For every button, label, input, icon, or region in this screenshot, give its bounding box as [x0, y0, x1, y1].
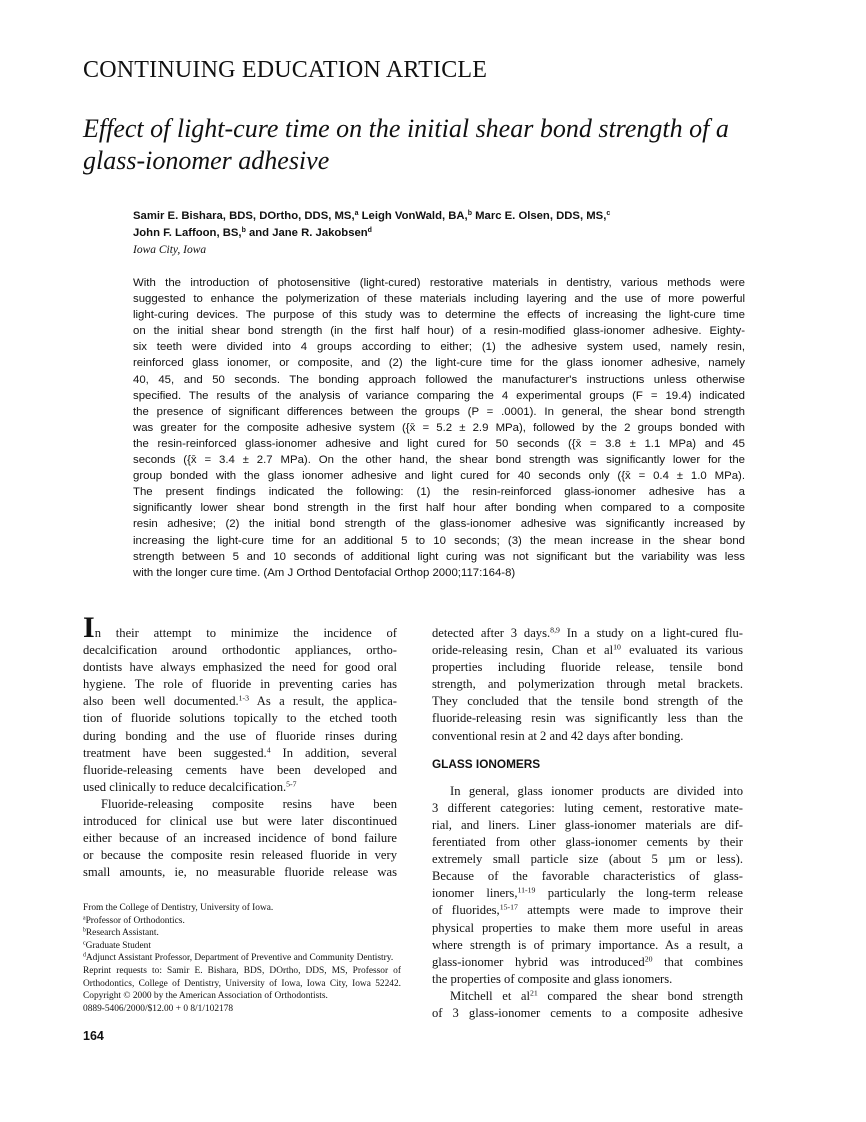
text-line: [83, 1003, 401, 1016]
abstract-line: specified. The results of the analysis of variance comparing the 4 experimental groups (F = 19.4) indicated: [133, 389, 745, 402]
text-line: [83, 864, 397, 881]
text-segment: properties including fluoride release, tensile bond: [432, 660, 743, 675]
section-label: CONTINUING EDUCATION ARTICLE: [83, 57, 488, 83]
text-segment: compared the shear bond strength: [537, 988, 743, 1003]
abstract-line: was greater for the composite adhesive system ({x̄ = 5.2 ± 2.9 MPa), followed by the 2 groups bonded with: [133, 421, 745, 434]
text-segment: rial, and liners. Liner glass-ionomer materials are dif-: [432, 817, 743, 832]
abstract-line: seconds ({x̄ = 3.4 ± 2.7 MPa). On the other hand, the shear bond strength was significantly lower for the: [133, 454, 745, 467]
text-line: [83, 779, 397, 796]
reference-superscript: 21: [529, 988, 538, 998]
text-segment: or because the composite resin released fluoride in very: [83, 848, 397, 863]
text-segment: In general, glass ionomer products are divided into: [450, 783, 743, 798]
abstract-line: on the initial shear bond strength (in the first half hour) of a resin-modified glass-ionomer adhesive. Eighty-: [133, 325, 745, 338]
text-segment: Samir E. Bishara, BDS, DOrtho, DDS, MS,: [133, 210, 355, 222]
text-line: [432, 693, 743, 710]
text-segment: extremely small particle size (about 5 µm or less).: [432, 852, 743, 867]
text-segment: Research Assistant.: [85, 928, 159, 939]
reference-superscript: 20: [644, 954, 653, 964]
text-line: [83, 813, 397, 830]
text-line: [432, 971, 743, 988]
text-segment: fluoride-releasing cements have been developed and: [83, 762, 397, 777]
text-segment: Copyright © 2000 by the American Association of Orthodontists.: [83, 991, 328, 1002]
text-segment: John F. Laffoon, BS,: [133, 227, 242, 240]
text-segment: n their attempt to minimize the incidence of: [94, 626, 397, 640]
text-line: [133, 208, 610, 225]
text-segment: From the College of Dentistry, University of Iowa.: [83, 903, 274, 913]
text-segment: of 3 glass-ionomer cements to a composite adhesive: [432, 1005, 743, 1020]
text-segment: where strength is of primary importance. As a result, a: [432, 937, 743, 952]
reference-superscript: b: [467, 209, 472, 217]
abstract-line: reinforced glass ionomer, or composite, and (2) the light-cure time for the glass ionomer adhesive, namely: [133, 357, 745, 370]
text-segment: In a study on a light-cured flu-: [559, 626, 744, 640]
reference-superscript: 8,9: [550, 625, 560, 635]
text-segment: Graduate Student: [85, 940, 151, 951]
text-line: [432, 954, 743, 971]
reference-superscript: 1-3: [238, 693, 250, 703]
text-line: [432, 920, 743, 937]
text-segment: treatment have been suggested.: [83, 745, 267, 760]
abstract: [133, 275, 745, 581]
reference-superscript: d: [367, 226, 372, 234]
reference-superscript: c: [83, 940, 86, 947]
text-line: [83, 952, 401, 965]
text-segment: evaluated its various: [620, 643, 743, 658]
text-segment: Mitchell et al: [450, 988, 530, 1003]
text-line: [432, 625, 743, 642]
text-segment: They concluded that the tensile bond strength of the: [432, 694, 743, 709]
text-line: [432, 676, 743, 693]
text-line: [432, 885, 743, 902]
text-line: [83, 745, 397, 762]
text-segment: attempts were made to improve their: [517, 903, 743, 918]
text-line: [83, 830, 397, 847]
text-line: [83, 915, 401, 928]
reference-superscript: a: [83, 915, 86, 922]
text-segment: also been well documented.: [83, 694, 239, 709]
page-number: 164: [83, 1029, 104, 1043]
body-right-column: [432, 625, 743, 1022]
abstract-line: significantly lower shear bond strength in the first half hour after bonding when compared to a composite: [133, 502, 745, 515]
text-segment: during bonding and the use of fluoride rinses during: [83, 728, 397, 743]
reference-superscript: 10: [613, 642, 621, 652]
text-segment: 0889-5406/2000/$12.00 + 0 8/1/102178: [83, 1003, 234, 1014]
text-segment: that combines: [652, 954, 743, 969]
text-line: [432, 783, 743, 800]
body-left-column: [83, 611, 397, 881]
text-line: [432, 851, 743, 868]
text-line: [432, 642, 743, 659]
article-title-line: glass-ionomer adhesive: [83, 146, 330, 175]
text-segment: physical properties to make them more useful in areas: [432, 920, 743, 935]
text-segment: Adjunct Assistant Professor, Department of Preventive and Community Dentistry.: [85, 953, 394, 964]
text-line: [83, 796, 397, 813]
text-line: [83, 940, 401, 953]
text-segment: Because of the favorable characteristics of glass-: [432, 869, 743, 884]
reference-superscript: 4: [266, 744, 271, 754]
text-segment: small amounts, ie, no measurable fluoride release was: [83, 865, 397, 880]
reference-superscript: 11-19: [517, 885, 536, 895]
text-segment: tion of fluoride solutions topically to the etched tooth: [83, 711, 397, 726]
text-line: [83, 965, 401, 978]
text-line: [133, 225, 610, 242]
author-list: [133, 208, 610, 242]
abstract-line: resin adhesive; (2) the initial bond strength of the glass-ionomer adhesive was significantly increased by: [133, 518, 745, 531]
article-title: [83, 113, 783, 177]
text-segment: ferentiated from other glass-ionomer cements by their: [432, 835, 743, 850]
text-segment: the properties of composite and glass ionomers.: [432, 971, 673, 986]
text-segment: glass-ionomer hybrid was introduced: [432, 954, 645, 969]
text-line: [83, 659, 397, 676]
text-segment: Fluoride-releasing composite resins have been: [101, 796, 397, 811]
text-segment: introduced for clinical use but were later discontinued: [83, 814, 397, 829]
text-line: [432, 868, 743, 885]
text-segment: Reprint requests to: Samir E. Bishara, BDS, DOrtho, DDS, MS, Professor of: [83, 965, 401, 976]
text-line: [432, 1005, 743, 1022]
text-segment: decalcification around orthodontic appliances, ortho-: [83, 643, 397, 658]
text-line: [432, 937, 743, 954]
text-line: [432, 834, 743, 851]
text-line: [83, 676, 397, 693]
text-segment: 3 different categories: luting cement, restorative mate-: [432, 800, 743, 815]
text-segment: Marc E. Olsen, DDS, MS,: [471, 210, 607, 222]
text-segment: hygiene. The role of fluoride in preventing caries has: [83, 677, 397, 692]
text-segment: and Jane R. Jakobsen: [245, 227, 368, 240]
reference-superscript: b: [83, 927, 86, 934]
abstract-line: six teeth were divided into 4 groups according to either; (1) the adhesive system used, namely resin,: [133, 341, 745, 354]
text-line: [432, 659, 743, 676]
text-segment: oride-releasing resin, Chan et al: [432, 643, 614, 658]
text-segment: ionomer liners,: [432, 886, 518, 901]
abstract-line: The present findings indicated the following: (1) the resin-reinforced glass-ionomer adhesive has a: [133, 486, 745, 499]
text-line: [432, 902, 743, 919]
text-segment: Orthodontics, College of Dentistry, University of Iowa, Iowa City, Iowa 52242.: [83, 978, 401, 989]
text-line: [432, 988, 743, 1005]
text-line: [83, 693, 397, 710]
abstract-line: suggested to enhance the polymerization of these materials including layering and the use of more powerful: [133, 293, 745, 306]
text-segment: Leigh VonWald, BA,: [358, 210, 468, 222]
text-line: [83, 611, 397, 644]
abstract-line: With the introduction of photosensitive (light-cured) restorative materials in dentistry, various methods were: [133, 277, 745, 289]
text-line: [83, 728, 397, 745]
text-line: [83, 762, 397, 779]
text-line: [83, 902, 401, 915]
author-location: Iowa City, Iowa: [133, 244, 207, 256]
text-segment: In addition, several: [270, 745, 397, 760]
text-line: [83, 978, 401, 991]
text-segment: fluoride-releasing resin was significantly less than the: [432, 711, 743, 726]
text-segment: strength, and polymerization through metal brackets.: [432, 677, 743, 692]
section-heading: GLASS IONOMERS: [432, 756, 541, 771]
text-line: [83, 642, 397, 659]
footnotes: [83, 902, 401, 1015]
article-title-line: Effect of light-cure time on the initial shear bond strength of a: [83, 114, 729, 143]
abstract-line: 40, 45, and 50 seconds. The bonding approach followed the manufacturer's instructions unless otherwise: [133, 373, 745, 386]
reference-superscript: 15-17: [499, 902, 518, 912]
text-line: [432, 710, 743, 727]
text-line: [432, 728, 743, 745]
text-segment: Professor of Orthodontics.: [85, 915, 185, 926]
text-line: [83, 990, 401, 1003]
text-line: [83, 710, 397, 727]
abstract-line: with the longer cure time. (Am J Orthod Dentofacial Orthop 2000;117:164-8): [133, 566, 516, 579]
text-line: [83, 927, 401, 940]
abstract-line: strength between 5 and 10 seconds of additional light curing was not significant but the variability was less: [133, 550, 745, 563]
text-line: [432, 800, 743, 817]
text-segment: particularly the long-term release: [535, 886, 744, 901]
abstract-line: increasing the light-cure time for an additional 5 to 10 seconds; (3) the mean increase in the shear bond: [133, 534, 745, 547]
text-line: [83, 847, 397, 864]
text-segment: used clinically to reduce decalcification.: [83, 779, 287, 794]
text-segment: As a result, the applica-: [249, 694, 397, 709]
reference-superscript: 5-7: [286, 779, 297, 789]
text-segment: conventional resin at 2 and 42 days after bonding.: [432, 728, 684, 743]
reference-superscript: c: [606, 209, 611, 217]
reference-superscript: a: [354, 209, 359, 217]
text-line: [432, 817, 743, 834]
text-segment: either because of an increased incidence of bond failure: [83, 831, 397, 846]
reference-superscript: d: [83, 952, 86, 959]
abstract-line: the resin-reinforced glass-ionomer adhesive and light cured for 50 seconds ({x̄ = 3.8 ± 1.1 MPa) and 45: [133, 437, 745, 450]
abstract-line: light-curing devices. The purpose of this study was to determine the effects of increasing the light-cure time: [133, 309, 745, 322]
text-segment: detected after 3 days.: [432, 626, 551, 640]
abstract-line: group bonded with the glass ionomer adhesive and light cured for 40 seconds only ({x̄ = 0.4 ± 1.0 MPa).: [133, 470, 745, 483]
drop-cap: I: [83, 611, 95, 644]
reference-superscript: b: [241, 226, 246, 234]
text-segment: of fluorides,: [432, 903, 500, 918]
abstract-line: the presence of significant differences between the groups (P = .0001). In general, the shear bond strength: [133, 405, 745, 418]
text-segment: dontists have always emphasized the need for good oral: [83, 660, 397, 675]
